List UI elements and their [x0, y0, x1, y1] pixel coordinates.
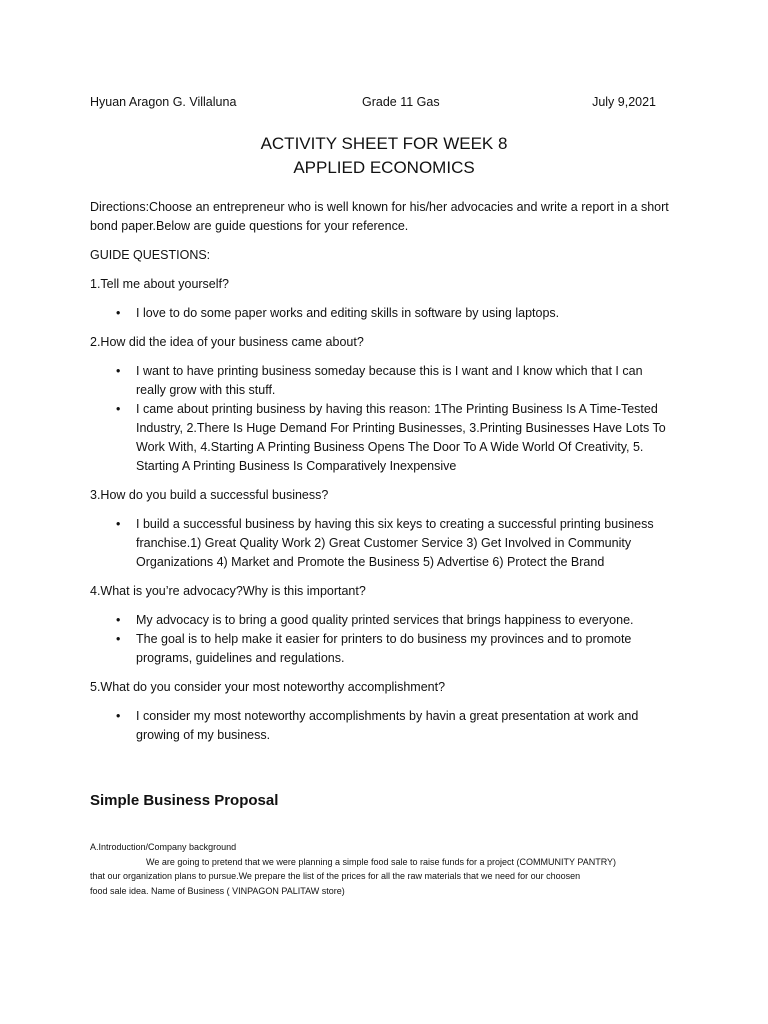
- answer-list-2: [90, 362, 670, 476]
- question-4: 4.What is you’re advocacy?Why is this important?: [90, 584, 366, 598]
- question-1: 1.Tell me about yourself?: [90, 277, 229, 291]
- proposal-line-1: We are going to pretend that we were planning a simple food sale to raise funds for a project (COMMUNITY PANTRY): [146, 856, 617, 867]
- answer-item: [116, 707, 670, 745]
- answer-item: [116, 400, 670, 476]
- bullet-icon: •: [116, 517, 121, 531]
- answer-text: I love to do some paper works and editing skills in software by using laptops.: [136, 306, 560, 320]
- answer-text: I came about printing business by having this reason: 1The Printing Business Is A Time-Tested Industry, 2.There Is Huge Demand For Printing Businesses, 3.Printing Businesses Have Lots To Work With, 4.Starting A Printing Business Opens The Door To A Wide World Of Creativity, 5. Starting A Printing Business Is Comparatively Inexpensive: [136, 402, 666, 473]
- answer-text: I want to have printing business someday because this is I want and I know which that I can really grow with this stuff.: [136, 364, 643, 397]
- answer-item: [116, 611, 670, 630]
- answer-text: I build a successful business by having this six keys to creating a successful printing business franchise.1) Great Quality Work 2) Great Customer Service 3) Get Involved in Community Organizations 4) Market and Promote the Business 5) Advertise 6) Protect the Brand: [136, 517, 654, 569]
- question-3: 3.How do you build a successful business?: [90, 488, 329, 502]
- grade-section: Grade 11 Gas: [362, 95, 440, 109]
- bullet-icon: •: [116, 402, 121, 416]
- bullet-icon: •: [116, 709, 121, 723]
- answer-item: [116, 304, 670, 323]
- answer-list-3: [90, 515, 670, 572]
- answer-item: [116, 515, 670, 572]
- question-2: 2.How did the idea of your business came about?: [90, 335, 364, 349]
- directions: Directions:Choose an entrepreneur who is well known for his/her advocacies and write a report in a short bond paper.Below are guide questions for your reference.: [90, 200, 669, 233]
- answer-list-5: [90, 707, 670, 745]
- proposal-section-heading: A.Introduction/Company background: [90, 842, 237, 852]
- title-line-2: APPLIED ECONOMICS: [293, 158, 475, 177]
- student-name: Hyuan Aragon G. Villaluna: [90, 95, 237, 109]
- proposal-title: Simple Business Proposal: [90, 792, 279, 809]
- answer-item: [116, 362, 670, 400]
- title-line-1: ACTIVITY SHEET FOR WEEK 8: [260, 134, 508, 153]
- header-line: [90, 95, 656, 111]
- answer-text: I consider my most noteworthy accomplishments by havin a great presentation at work and growing of my business.: [136, 709, 639, 742]
- bullet-icon: •: [116, 632, 121, 646]
- answer-text: The goal is to help make it easier for printers to do business my provinces and to promote programs, guidelines and regulations.: [136, 632, 632, 665]
- proposal-line-2: that our organization plans to pursue.We prepare the list of the prices for all the raw materials that we need for our choosen: [90, 871, 581, 881]
- date: July 9,2021: [592, 95, 656, 109]
- bullet-icon: •: [116, 306, 121, 320]
- question-5: 5.What do you consider your most noteworthy accomplishment?: [90, 680, 446, 694]
- answer-list-1: [90, 304, 670, 323]
- answer-text: My advocacy is to bring a good quality printed services that brings happiness to everyone.: [136, 613, 634, 627]
- proposal-line-3: food sale idea. Name of Business ( VINPAGON PALITAW store): [90, 885, 345, 896]
- proposal-body: [90, 840, 680, 898]
- bullet-icon: •: [116, 613, 121, 627]
- title-block: [0, 132, 768, 180]
- bullet-icon: •: [116, 364, 121, 378]
- answer-item: [116, 630, 670, 668]
- content: [90, 198, 670, 755]
- guide-questions-label: GUIDE QUESTIONS:: [90, 248, 211, 262]
- answer-list-4: [90, 611, 670, 668]
